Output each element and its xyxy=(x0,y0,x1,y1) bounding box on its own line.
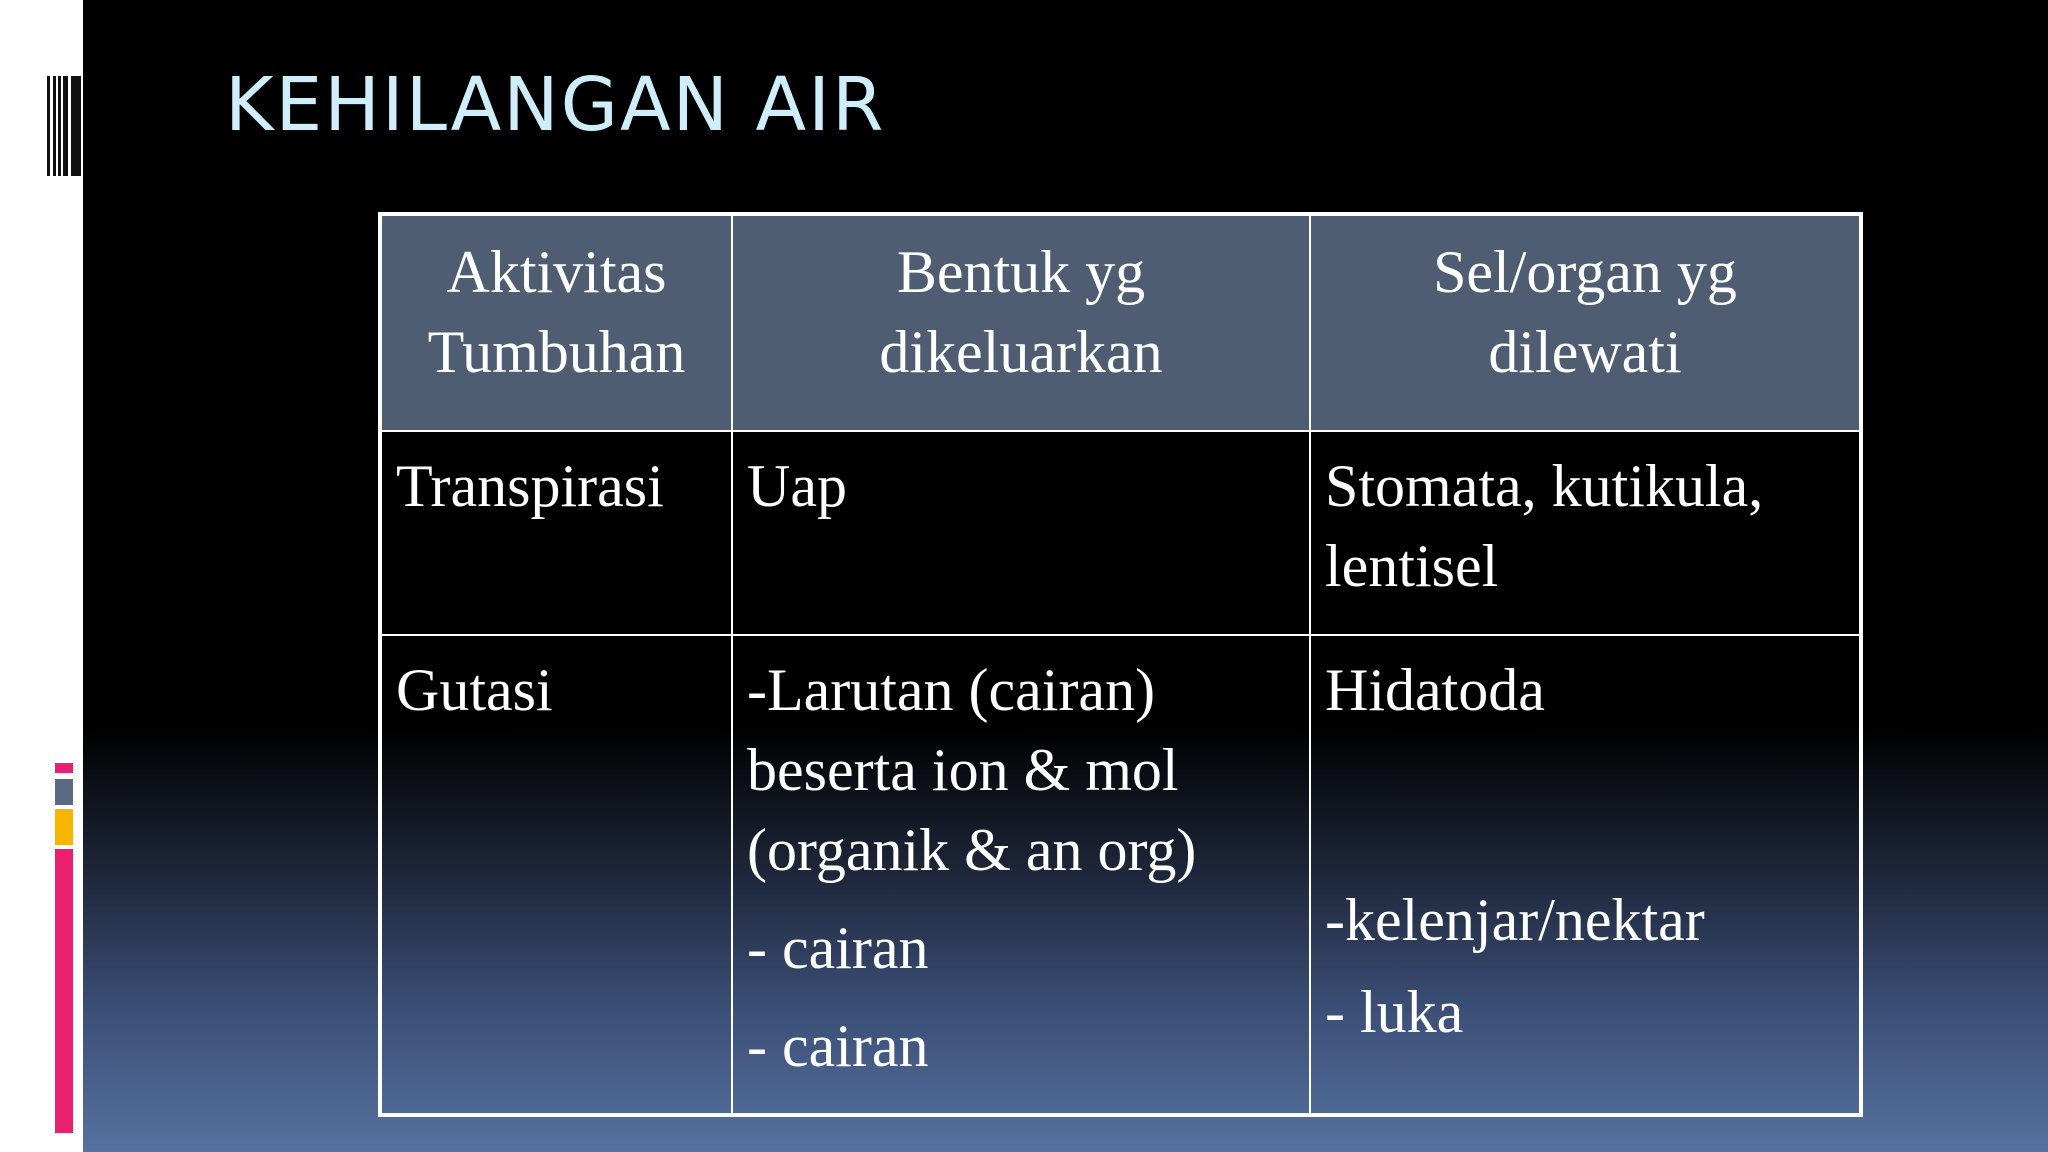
cell-bentuk: Uap xyxy=(732,431,1310,635)
table-row xyxy=(380,635,1861,1115)
slide-title: KEHILANGAN AIR xyxy=(225,62,886,148)
cell-sel-organ: Hidatoda -kelenjar/nektar - luka xyxy=(1310,635,1861,1115)
left-decoration-strip xyxy=(0,0,83,1152)
cell-bentuk: -Larutan (cairan) beserta ion & mol (organik & an org) - cairan - cairan xyxy=(732,635,1310,1115)
header-aktivitas: Aktivitas Tumbuhan xyxy=(380,214,732,431)
color-bars-decoration xyxy=(55,763,73,1133)
table-row xyxy=(380,431,1861,635)
cell-aktivitas: Gutasi xyxy=(380,635,732,1115)
table-header-row xyxy=(380,214,1861,431)
cell-aktivitas: Transpirasi xyxy=(380,431,732,635)
cell-sel-organ: Stomata, kutikula, lentisel xyxy=(1310,431,1861,635)
water-loss-table xyxy=(378,212,1863,1117)
header-sel-organ: Sel/organ yg dilewati xyxy=(1310,214,1861,431)
barcode-decoration-icon xyxy=(47,76,81,176)
header-bentuk: Bentuk yg dikeluarkan xyxy=(732,214,1310,431)
